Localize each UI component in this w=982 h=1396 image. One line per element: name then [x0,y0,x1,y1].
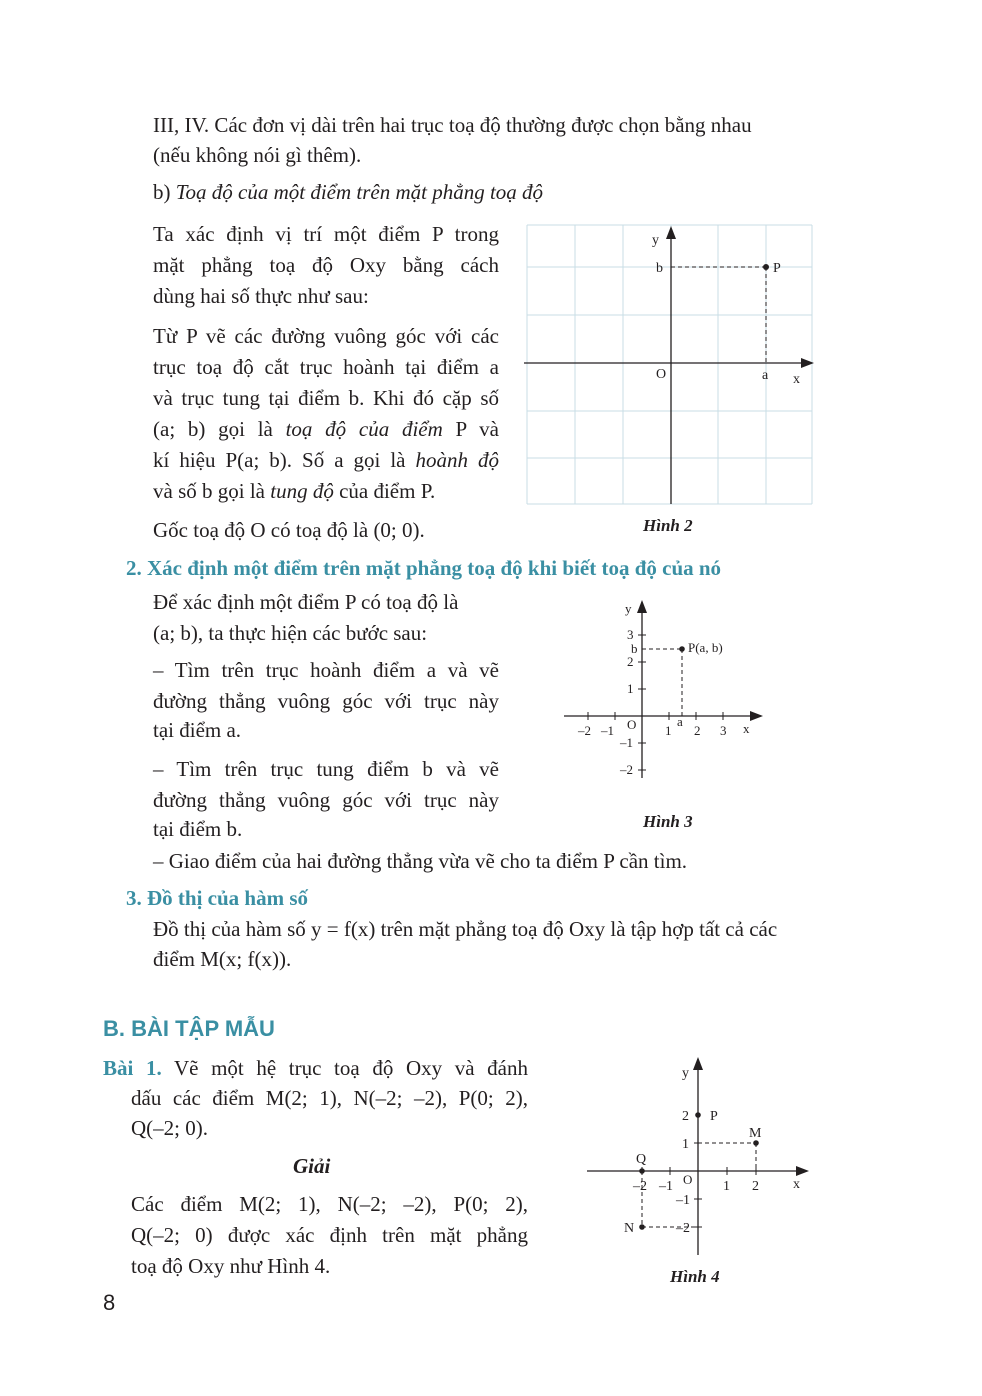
figure-3-y-arrow [637,600,647,613]
figure-2-y-arrow [666,226,676,239]
intro-line-1: III, IV. Các đơn vị dài trên hai trục toạ độ thường được chọn bằng nhau [153,113,752,137]
section-2-step-2-line-3: tại điểm b. [153,817,243,841]
figure-3-label-o: O [627,717,637,732]
section-2-step-3: – Giao điểm của hai đường thẳng vừa vẽ cho ta điểm P cần tìm. [153,849,688,873]
figure-3-xtick-1: 1 [665,723,672,738]
section-2-step-1-line-1: – Tìm trên trục hoành điểm a và vẽ [153,658,499,682]
figure-4-xtick-1: 1 [723,1179,730,1194]
figure-3-xtick-3: 3 [720,723,727,738]
figure-4-caption: Hình 4 [670,1267,720,1286]
figure-2-caption: Hình 2 [643,516,693,535]
section-2-step-2-line-1: – Tìm trên trục tung điểm b và vẽ [153,757,499,781]
para-b2-line-3: và trục tung tại điểm b. Khi đó cặp số [153,386,499,410]
figure-2 [522,222,818,507]
subsection-b-prefix: b) [153,180,176,204]
figure-4-label-q: Q [636,1152,647,1167]
figure-2-label-x: x [793,372,800,387]
figure-3 [560,596,770,786]
figure-3-ytick-2: 2 [627,654,634,669]
ordinate-term: tung độ [270,479,334,503]
figure-2-label-y: y [652,233,659,248]
subsection-b-heading [153,177,543,208]
figure-4-point-m [753,1140,759,1146]
figure-4 [585,1053,815,1258]
figure-3-xtick-neg1: –1 [601,723,614,738]
section-2-step-1-line-2: đường thẳng vuông góc với trục này [153,689,499,713]
section-3-number: 3. [126,886,142,910]
figure-3-ytick-neg1: –1 [620,735,633,750]
figure-2-label-a: a [762,368,769,383]
para-b1-line-1: Ta xác định vị trí một điểm P trong [153,222,499,246]
para-b2-l6c: của điểm P. [333,479,436,503]
figure-2-label-p: P [773,261,781,276]
section-2-heading [126,556,721,581]
section-3-line-1: Đồ thị của hàm số y = f(x) trên mặt phẳng toạ độ Oxy là tập hợp tất cả các [153,917,778,941]
figure-4-y-arrow [693,1057,703,1070]
figure-4-label-x: x [793,1177,800,1192]
figure-4-label-y: y [682,1066,689,1081]
figure-3-label-x: x [743,721,750,736]
figure-4-label-p: P [710,1109,718,1124]
para-b2-l5a: kí hiệu P(a; b). Số a gọi là [153,448,416,472]
section-2-step-1-line-3: tại điểm a. [153,718,242,742]
abscissa-term: hoành độ [415,448,499,472]
figure-4-point-q [639,1168,645,1174]
exercise-1-line-1 [103,1053,528,1084]
para-b1-line-2: mặt phẳng toạ độ Oxy bằng cách [153,253,499,277]
figure-3-xtick-2: 2 [694,723,701,738]
para-b2-l6a: và số b gọi là [153,479,271,503]
figure-4-label-m: M [749,1126,762,1141]
page-number: 8 [103,1290,116,1315]
figure-4-ytick-neg1: –1 [676,1193,690,1208]
intro-line-2: (nếu không nói gì thêm). [153,143,362,167]
exercise-1-line-3: Q(–2; 0). [131,1116,208,1140]
figure-2-point-p [763,264,769,270]
section-3-title: Đồ thị của hàm số [147,886,309,910]
figure-4-point-p [695,1112,701,1118]
figure-3-ytick-1: 1 [627,681,634,696]
exercise-1-label: Bài 1. [103,1056,162,1080]
figure-4-ytick-1: 1 [682,1137,689,1152]
para-b2-line-2: trục toạ độ cắt trục hoành tại điểm a [153,355,499,379]
figure-3-label-p: P(a, b) [688,640,723,655]
solution-line-2: Q(–2; 0) được xác định trên mặt phẳng [131,1223,528,1247]
figure-4-ytick-neg2: –2 [676,1221,690,1236]
figure-4-label-n: N [624,1221,635,1236]
exercise-1-l1: Vẽ một hệ trục toạ độ Oxy và đánh [161,1056,528,1080]
para-b2-l4c: P và [442,417,499,441]
section-2-number: 2. [126,556,142,580]
figure-4-xtick-neg1: –1 [659,1179,673,1194]
section-b-heading: B. BÀI TẬP MẪU [103,1016,275,1041]
figure-2-grid [527,225,812,504]
origin-text: Gốc toạ độ O có toạ độ là (0; 0). [153,518,425,542]
solution-line-1: Các điểm M(2; 1), N(–2; –2), P(0; 2), [131,1192,528,1216]
solution-line-3: toạ độ Oxy như Hình 4. [131,1254,331,1278]
figure-2-label-b: b [656,261,663,276]
figure-3-caption: Hình 3 [643,812,693,831]
para-b2-line-1: Từ P vẽ các đường vuông góc với các [153,324,499,348]
coordinate-term: toạ độ của điểm [285,417,443,441]
section-3-line-2: điểm M(x; f(x)). [153,947,292,971]
figure-3-label-b: b [631,641,638,656]
subsection-b-title: Toạ độ của một điểm trên mặt phẳng toạ độ [175,180,544,204]
section-2-line-2: (a; b), ta thực hiện các bước sau: [153,621,428,645]
figure-4-xtick-neg2: –2 [633,1179,647,1194]
para-b1-line-3: dùng hai số thực như sau: [153,284,369,308]
section-2-line-1: Để xác định một điểm P có toạ độ là [153,590,459,614]
figure-2-label-o: O [656,367,667,382]
figure-3-point-p [679,646,685,652]
para-b2-line-5 [153,445,499,476]
figure-3-xtick-neg2: –2 [578,723,591,738]
figure-3-x-arrow [750,711,763,721]
section-3-heading [126,886,308,911]
figure-4-label-o: O [683,1172,693,1187]
para-b2-line-4 [153,414,499,445]
figure-4-xtick-2: 2 [752,1179,759,1194]
solution-title: Giải [293,1154,331,1178]
figure-4-point-n [639,1224,645,1230]
exercise-1-line-2: dấu các điểm M(2; 1), N(–2; –2), P(0; 2), [131,1086,528,1110]
figure-3-ytick-3: 3 [627,627,634,642]
figure-3-label-a: a [677,714,683,729]
figure-3-ytick-neg2: –2 [620,762,633,777]
figure-4-ytick-2: 2 [682,1109,689,1124]
section-2-title: Xác định một điểm trên mặt phẳng toạ độ khi biết toạ độ của nó [147,556,722,580]
figure-3-label-y: y [625,601,632,616]
section-2-step-2-line-2: đường thẳng vuông góc với trục này [153,788,499,812]
para-b2-l4a: (a; b) gọi là [153,417,286,441]
figure-4-x-arrow [796,1166,809,1176]
para-b2-line-6 [153,476,435,507]
